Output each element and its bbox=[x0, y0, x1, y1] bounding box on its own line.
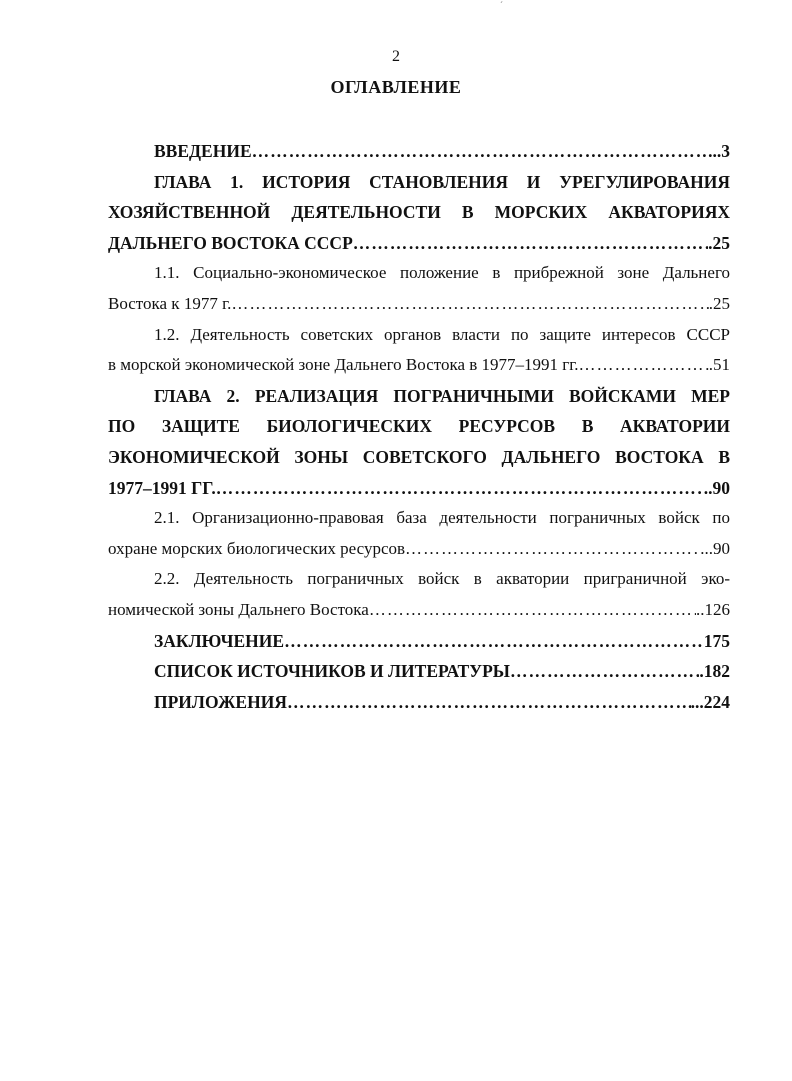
dot-leader bbox=[284, 626, 704, 657]
dot-leader bbox=[252, 136, 708, 167]
toc-entry-title-line: ГЛАВА 2. РЕАЛИЗАЦИЯ ПОГРАНИЧНЫМИ ВОЙСКАМИ МЕР bbox=[154, 385, 730, 406]
toc-entry-title-line: ГЛАВА 1. ИСТОРИЯ СТАНОВЛЕНИЯ И УРЕГУЛИРОВАНИЯ bbox=[154, 171, 730, 192]
toc-entry-title-line: ХОЗЯЙСТВЕННОЙ ДЕЯТЕЛЬНОСТИ В МОРСКИХ АКВАТОРИЯХ bbox=[108, 202, 730, 223]
toc-entry-title: СПИСОК ИСТОЧНИКОВ И ЛИТЕРАТУРЫ bbox=[154, 661, 510, 682]
toc-entry-chapter-1[interactable] bbox=[108, 167, 730, 259]
page-title: ОГЛАВЛЕНИЕ bbox=[330, 77, 462, 97]
toc-page-number: .25 bbox=[708, 293, 730, 313]
toc-entry-title-line: охране морских биологических ресурсов bbox=[108, 538, 406, 558]
dot-leader bbox=[579, 350, 709, 381]
table-of-contents bbox=[108, 136, 730, 717]
toc-entry-title-line: ДАЛЬНЕГО ВОСТОКА СССР bbox=[108, 232, 353, 253]
toc-entry-title-line: в морской экономической зоне Дальнего Востока в 1977–1991 гг. bbox=[108, 355, 579, 375]
toc-entry-conclusion[interactable] bbox=[108, 626, 730, 657]
toc-entry-title-line: 2.2. Деятельность пограничных войск в акватории приграничной эко- bbox=[154, 569, 730, 589]
dot-leader bbox=[353, 228, 708, 259]
toc-page-number: ...224 bbox=[690, 691, 730, 712]
dot-leader bbox=[216, 473, 704, 504]
toc-page-number: 175 bbox=[703, 630, 730, 651]
toc-entry-title: ЗАКЛЮЧЕНИЕ bbox=[154, 630, 285, 651]
toc-entry-appendices[interactable] bbox=[108, 687, 730, 718]
dot-leader bbox=[231, 289, 708, 320]
dot-leader bbox=[287, 687, 691, 718]
toc-entry-title-line: 1977–1991 ГГ. bbox=[108, 477, 216, 498]
toc-entry-title-line: ЭКОНОМИЧЕСКОЙ ЗОНЫ СОВЕТСКОГО ДАЛЬНЕГО ВОСТОКА В bbox=[108, 446, 730, 467]
toc-page-number: ...3 bbox=[708, 141, 730, 161]
dot-leader bbox=[369, 595, 696, 626]
toc-entry-title-line: 1.1. Социально-экономическое положение в прибрежной зоне Дальнего bbox=[154, 263, 730, 283]
toc-entry-title-line: 1.2. Деятельность советских органов власти по защите интересов СССР bbox=[154, 324, 730, 344]
toc-entry-sources[interactable] bbox=[108, 656, 730, 687]
toc-entry-section-2-1[interactable] bbox=[108, 503, 730, 564]
toc-entry-chapter-2[interactable] bbox=[108, 381, 730, 503]
toc-page-number: .182 bbox=[699, 661, 730, 682]
dot-leader bbox=[405, 534, 700, 565]
scan-mark: ˊ bbox=[500, 0, 503, 10]
toc-entry-section-1-2[interactable] bbox=[108, 320, 730, 381]
toc-page-number: ...90 bbox=[700, 538, 730, 558]
toc-page-number: .51 bbox=[708, 355, 730, 375]
toc-entry-title: ВВЕДЕНИЕ bbox=[154, 141, 252, 161]
toc-entry-title-line: ПО ЗАЩИТЕ БИОЛОГИЧЕСКИХ РЕСУРСОВ В АКВАТОРИИ bbox=[108, 416, 730, 437]
dot-leader bbox=[510, 656, 699, 687]
toc-entry-section-2-2[interactable] bbox=[108, 564, 730, 625]
toc-entry-title-line: 2.1. Организационно-правовая база деятельности пограничных войск по bbox=[154, 508, 730, 528]
page-number: 2 bbox=[392, 48, 400, 65]
toc-entry-introduction[interactable] bbox=[108, 136, 730, 167]
toc-entry-title-line: номической зоны Дальнего Востока bbox=[108, 599, 369, 619]
toc-entry-title: ПРИЛОЖЕНИЯ bbox=[154, 691, 287, 712]
toc-entry-title-line: Востока к 1977 г. bbox=[108, 293, 232, 313]
toc-page-number: .25 bbox=[708, 232, 730, 253]
toc-entry-section-1-1[interactable] bbox=[108, 258, 730, 319]
toc-page-number: ..126 bbox=[696, 599, 730, 619]
toc-page-number: ..90 bbox=[703, 477, 730, 498]
